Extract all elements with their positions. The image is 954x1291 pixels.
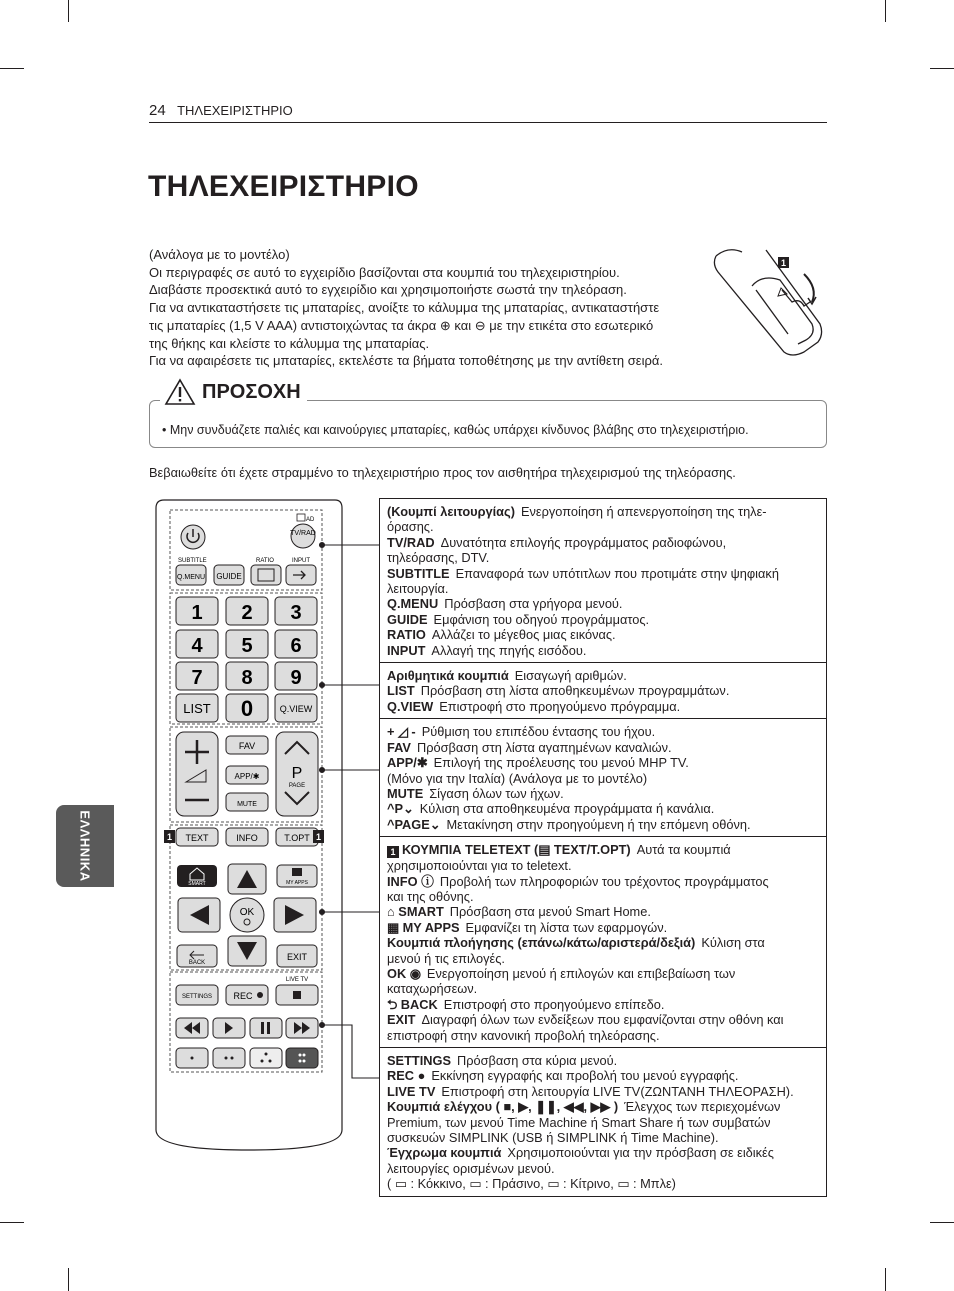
key-description: Σίγαση όλων των ήχων. [429, 785, 564, 801]
key-description: Εκκίνηση εγγραφής και προβολή του μενού εγγραφής. [431, 1068, 739, 1084]
table-line [387, 997, 819, 1012]
table-line [387, 1161, 819, 1176]
table-line [387, 1176, 819, 1191]
rec-key-label: REC [233, 991, 253, 1001]
key-name: INFO ⓘ [387, 873, 434, 889]
caution-heading [160, 378, 307, 406]
fav-key-label: FAV [238, 741, 256, 751]
crop-mark [68, 1268, 69, 1291]
key-description: Πρόσβαση στα γρήγορα μενού. [444, 596, 623, 612]
key-name: INPUT [387, 642, 426, 658]
key-name: FAV [387, 739, 411, 755]
myapps-key-label: MY APPS [286, 880, 308, 886]
blue-button [286, 1048, 318, 1068]
key-name: + ◿ - [387, 724, 416, 740]
key-description: Προβολή των πληροφοριών του τρέχοντος προγράμματος [439, 873, 769, 889]
key-description: τηλεόρασης, DTV. [387, 550, 490, 566]
table-line [387, 581, 819, 596]
page-label: PAGE [288, 783, 306, 789]
back-key-label: BACK [188, 960, 206, 966]
digit-7-button [176, 662, 218, 690]
key-name: RATIO [387, 627, 426, 643]
key-name: ▦ MY APPS [387, 919, 460, 935]
crop-mark [0, 1222, 24, 1223]
key-description: Πρόσβαση στη λίστα αγαπημένων καναλιών. [416, 739, 672, 755]
key-name: MUTE [387, 785, 424, 801]
key-name: APP/✱ [387, 755, 428, 771]
battery-cover-illustration [708, 244, 828, 356]
table-line [387, 740, 819, 755]
pause-button [250, 1018, 282, 1038]
livetv-label: LIVE TV [285, 977, 309, 983]
guide-button [214, 565, 244, 585]
key-description: Αυτά τα κουμπιά [636, 842, 731, 858]
digit-9-label: 9 [290, 667, 302, 689]
crop-mark [930, 1222, 954, 1223]
smart-key-label: SMART [188, 881, 206, 887]
intro-line: της θήκης και κλείστε το κάλυμμα της μπαταρίας. [149, 335, 430, 351]
caution-text: • Μην συνδυάζετε παλιές και καινούργιες μπαταρίες, καθώς υπάρχει κίνδυνος βλάβης στο τηλεχειριστήριο. [162, 423, 749, 437]
key-description: Επιστροφή στο προηγούμενο επίπεδο. [443, 996, 665, 1012]
mute-button [226, 793, 268, 811]
key-description: επιστροφή στην κανονική προβολή τηλεόρασης. [387, 1027, 660, 1043]
key-name: Έγχρωμα κουμπιά [387, 1145, 502, 1161]
running-header [149, 102, 293, 119]
digit-4-button [176, 630, 218, 658]
key-description: Πρόσβαση στα κύρια μενού. [457, 1053, 618, 1068]
page-number: 24 [149, 102, 166, 119]
language-tab-label: ΕΛΛΗΝΙΚΑ [77, 810, 93, 882]
power-button [181, 525, 205, 549]
table-line [387, 755, 819, 770]
digit-3-button [275, 597, 317, 625]
key-description: Επιστροφή στη λειτουργία LIVE TV(ΖΩΝΤΑΝΗ ΤΗΛΕΟΡΑΣΗ). [441, 1083, 794, 1099]
settings-button [176, 985, 218, 1005]
tv-rad-button [290, 524, 316, 548]
key-name: SETTINGS [387, 1053, 451, 1068]
smart-button [177, 865, 217, 887]
teletext-badge-right-label: 1 [315, 832, 322, 842]
crop-mark [885, 1268, 886, 1291]
table-line [387, 817, 819, 832]
battery-step-badge: 1 [780, 258, 787, 268]
key-description: Εμφανίζει τη λίστα των εφαρμογών. [465, 919, 668, 935]
table-line [387, 889, 819, 904]
key-description: λειτουργία. [387, 581, 449, 597]
key-name: EXIT [387, 1012, 416, 1028]
key-description: συσκευών SIMPLINK (USB ή SIMPLINK ή Time Machine). [387, 1130, 719, 1146]
key-description: Μετακίνηση στην προηγούμενη ή την επόμενη οθόνη. [446, 816, 751, 832]
text-key-label: TEXT [185, 833, 209, 843]
crop-mark [0, 68, 24, 69]
teletext-badge-left [164, 830, 175, 843]
digit-6-button [275, 630, 317, 658]
table-line [387, 596, 819, 611]
key-name: ^PAGE⌄ [387, 816, 441, 832]
qmenu-button [176, 565, 206, 585]
crop-mark [885, 0, 886, 22]
app-button [226, 766, 268, 784]
page-title: ΤΗΛΕΧΕΙΡΙΣΤΗΡΙΟ [148, 170, 419, 203]
red-button [176, 1048, 208, 1068]
app-key-label: APP/✱ [234, 772, 260, 781]
key-name: LIST [387, 683, 415, 699]
key-description: Εισαγωγή αριθμών. [514, 668, 627, 684]
key-description: Πρόσβαση στη λίστα αποθηκευμένων προγραμμάτων. [420, 683, 730, 699]
table-section [379, 498, 827, 662]
table-line [387, 904, 819, 919]
key-description: Ενεργοποίηση ή απενεργοποίηση της τηλε- [520, 504, 767, 519]
warning-icon [164, 378, 196, 406]
key-description: ( ▭ : Κόκκινο, ▭ : Πράσινο, ▭ : Κίτρινο, ▭ : Μπλε) [387, 1176, 676, 1192]
table-line [387, 643, 819, 658]
key-description: Αλλάζει το μέγεθος μιας εικόνας. [431, 627, 616, 643]
key-description: Επιστροφή στο προηγούμενο πρόγραμμα. [439, 698, 681, 714]
digit-0-label: 0 [240, 696, 254, 721]
key-description: Ενεργοποίηση μενού ή επιλογών και επιβεβαίωση των [426, 965, 736, 981]
key-name: ΚΟΥΜΠΙΑ TELETEXT (▤ TEXT/T.OPT) [402, 842, 631, 858]
intro-line: Οι περιγραφές σε αυτό το εγχειρίδιο βασίζονται στα κουμπιά του τηλεχειριστηρίου. [149, 264, 620, 280]
key-name: OK ◉ [387, 965, 421, 981]
table-line [387, 842, 819, 858]
guide-key-label: GUIDE [216, 572, 242, 581]
back-button [177, 945, 217, 967]
program-label: P [291, 765, 303, 782]
caution-title: ΠΡΟΣΟΧΗ [202, 380, 301, 403]
teletext-badge-right [313, 830, 324, 843]
tv-rad-label: TV/RAD [290, 530, 316, 537]
digit-1-label: 1 [191, 602, 203, 624]
teletext-badge: 1 [387, 846, 399, 858]
intro-line: (Ανάλογα με το μοντέλο) [149, 247, 290, 262]
table-line [387, 1130, 819, 1145]
key-name: LIVE TV [387, 1083, 436, 1099]
key-name: REC ● [387, 1068, 426, 1084]
language-tab [56, 805, 114, 887]
key-name: ⮌ BACK [387, 996, 438, 1012]
qmenu-key-label: Q.MENU [177, 574, 205, 581]
key-name: SUBTITLE [387, 565, 450, 581]
digit-5-label: 5 [241, 635, 253, 657]
table-section [379, 718, 827, 836]
topt-button [276, 828, 318, 846]
key-description: μενού ή τις επιλογές. [387, 950, 505, 966]
key-description: Εμφάνιση του οδηγού προγράμματος. [433, 611, 650, 627]
myapps-button [277, 865, 317, 887]
table-line [387, 858, 819, 873]
volume-rocker [176, 732, 218, 816]
table-section [379, 662, 827, 718]
intro-line: Για να αντικαταστήσετε τις μπαταρίες, ανοίξτε το κάλυμμα της μπαταρίας, αντικαταστήστε [149, 300, 660, 316]
digit-6-label: 6 [290, 635, 302, 657]
table-line [387, 550, 819, 565]
table-line [387, 771, 819, 786]
key-description: Διαγραφή όλων των ενδείξεων που εμφανίζονται στην οθόνη και [421, 1012, 784, 1028]
key-description: Κύλιση στα αποθηκευμένα προγράμματα ή κανάλια. [419, 801, 715, 817]
list-button [176, 694, 218, 722]
digit-7-label: 7 [191, 667, 203, 689]
subtitle-label: SUBTITLE [178, 558, 207, 564]
intro-text [149, 246, 724, 370]
table-line [387, 612, 819, 627]
ratio-button [251, 565, 281, 585]
key-description: Ρύθμιση του επιπέδου έντασης του ήχου. [421, 724, 656, 740]
qview-key-label: Q.VIEW [279, 704, 313, 714]
key-name: Κουμπιά ελέγχου ( ■, ▶, ❚❚, ◀◀, ▶▶ ) [387, 1099, 619, 1115]
aim-note: Βεβαιωθείτε ότι έχετε στραμμένο το τηλεχειριστήριο προς τον αισθητήρα τηλεχειρισμού της τηλεόρασης. [149, 465, 736, 480]
table-line [387, 699, 819, 714]
key-description: Επαναφορά των υπότιτλων που προτιμάτε στην ψηφιακή [455, 565, 779, 581]
table-line [387, 504, 819, 519]
ok-button [230, 898, 264, 932]
key-description: Χρησιμοποιούνται για την πρόσβαση σε ειδικές [507, 1145, 774, 1161]
digit-1-button [176, 597, 218, 625]
key-name: TV/RAD [387, 534, 435, 550]
table-line [387, 535, 819, 550]
table-line [387, 683, 819, 698]
key-description: Αλλαγή της πηγής εισόδου. [431, 642, 587, 658]
green-button [213, 1048, 245, 1068]
key-description: Δυνατότητα επιλογής προγράμματος ραδιοφώνου, [440, 534, 727, 550]
intro-line: Για να αφαιρέσετε τις μπαταρίες, εκτελέστε τα βήματα τοποθέτησης με την αντίθετη σειρά. [149, 353, 664, 369]
table-section [379, 1047, 827, 1197]
key-description: καταχωρήσεων. [387, 981, 478, 997]
table-line [387, 724, 819, 739]
stop-button [276, 985, 318, 1005]
digit-2-label: 2 [241, 602, 253, 624]
table-line [387, 1115, 819, 1130]
table-line [387, 1028, 819, 1043]
key-name: ^P⌄ [387, 801, 414, 817]
digit-5-button [226, 630, 268, 658]
key-description: Πρόσβαση στα μενού Smart Home. [449, 904, 651, 920]
digit-8-button [226, 662, 268, 690]
table-line [387, 951, 819, 966]
remote-function-table [379, 498, 827, 1197]
program-rocker [276, 732, 318, 816]
intro-line: τις μπαταρίες (1,5 V AAA) αντιστοιχώντας τα άκρα ⊕ και ⊖ με την ετικέτα στο εσωτερικό [149, 317, 654, 333]
key-name: Q.VIEW [387, 698, 434, 714]
table-line [387, 627, 819, 642]
digit-2-button [226, 597, 268, 625]
fast-forward-button [286, 1018, 318, 1038]
table-line [387, 801, 819, 816]
info-button [226, 828, 268, 846]
key-description: χρησιμοποιούνται για το teletext. [387, 858, 572, 874]
key-description: Κύλιση στα [701, 935, 765, 951]
key-name: Κουμπιά πλοήγησης (επάνω/κάτω/αριστερά/δεξιά) [387, 935, 696, 951]
table-line [387, 1145, 819, 1160]
play-button [213, 1018, 245, 1038]
table-line [387, 966, 819, 981]
digit-3-label: 3 [290, 602, 302, 624]
digit-0-button [226, 694, 268, 722]
key-name: GUIDE [387, 611, 428, 627]
table-line [387, 519, 819, 534]
crop-mark [930, 68, 954, 69]
table-line [387, 935, 819, 950]
table-line [387, 1053, 819, 1068]
teletext-badge-left-label: 1 [166, 832, 173, 842]
text-button [176, 828, 218, 846]
header-rule [149, 122, 827, 123]
table-line [387, 1099, 819, 1114]
fav-button [226, 736, 268, 754]
key-name: Αριθμητικά κουμπιά [387, 668, 509, 684]
key-name: (Κουμπί λειτουργίας) [387, 504, 515, 519]
table-line [387, 1084, 819, 1099]
digit-4-label: 4 [191, 635, 203, 657]
input-label: INPUT [292, 558, 310, 564]
list-key-label: LIST [183, 701, 211, 716]
table-line [387, 786, 819, 801]
table-line [387, 1068, 819, 1083]
table-line [387, 566, 819, 581]
qview-button [275, 694, 317, 722]
table-line [387, 1012, 819, 1027]
rewind-button [176, 1018, 208, 1038]
key-description: (Μόνο για την Ιταλία) (Ανάλογα με το μοντέλο) [387, 770, 648, 786]
key-description: Premium, των μενού Time Machine ή Smart Share ή των συμβατών [387, 1114, 771, 1130]
remote-control-diagram [150, 498, 380, 1158]
info-key-label: INFO [236, 833, 258, 843]
ad-label: AD [306, 517, 315, 523]
exit-key-label: EXIT [286, 952, 308, 962]
mute-key-label: MUTE [237, 801, 257, 808]
topt-key-label: T.OPT [284, 833, 310, 843]
section-name: ΤΗΛΕΧΕΙΡΙΣΤΗΡΙΟ [177, 103, 293, 118]
yellow-button [250, 1048, 282, 1068]
crop-mark [68, 0, 69, 22]
key-description: και της οθόνης. [387, 888, 474, 904]
key-name: ⌂ SMART [387, 904, 444, 920]
digit-8-label: 8 [241, 667, 253, 689]
table-section [379, 836, 827, 1047]
settings-key-label: SETTINGS [181, 994, 213, 1000]
ratio-label: RATIO [256, 558, 274, 564]
key-description: Έλεγχος των περιεχομένων [624, 1099, 781, 1115]
ok-key-label: OK [239, 907, 255, 918]
intro-line: Διαβάστε προσεκτικά αυτό το εγχειρίδιο και χρησιμοποιήστε σωστά την τηλεόραση. [149, 282, 627, 298]
key-description: λειτουργίες ορισμένων μενού. [387, 1160, 555, 1176]
key-name: Q.MENU [387, 596, 439, 612]
table-line [387, 668, 819, 683]
input-button [286, 565, 316, 585]
key-description: Επιλογή της προέλευσης του μενού MHP TV. [433, 755, 689, 771]
exit-button [277, 945, 317, 967]
digit-9-button [275, 662, 317, 690]
table-line [387, 874, 819, 889]
table-line [387, 920, 819, 935]
table-line [387, 981, 819, 996]
key-description: όρασης. [387, 519, 434, 535]
rec-button [226, 985, 268, 1005]
